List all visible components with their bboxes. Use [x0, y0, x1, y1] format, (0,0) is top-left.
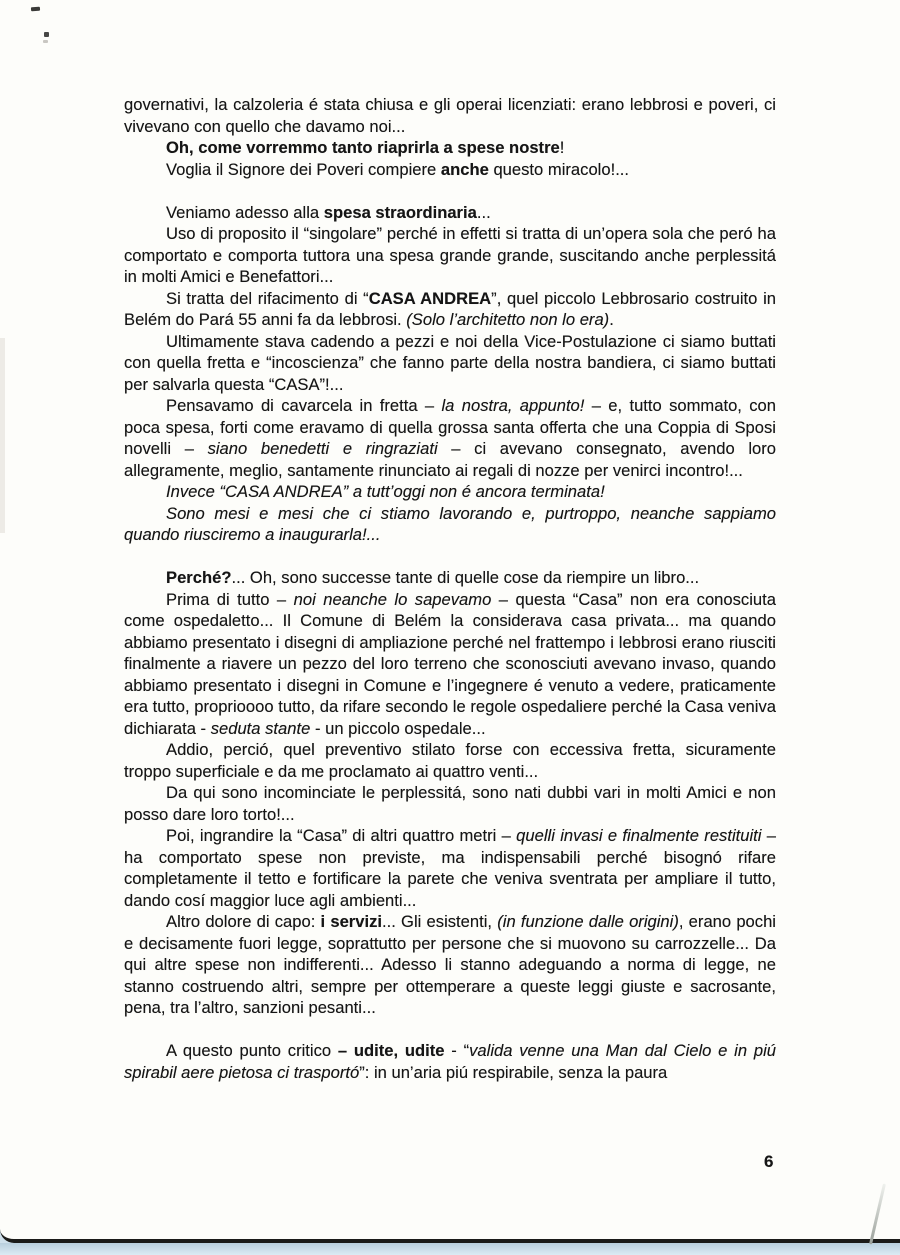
- paragraph: [124, 223, 776, 288]
- text-run: - un piccolo ospedale...: [310, 718, 486, 738]
- paragraph: [124, 911, 776, 1019]
- text-run: (Solo l’architetto non lo era): [406, 310, 610, 329]
- text-run: ... Gli esistenti,: [382, 912, 498, 931]
- text-run: Oh, come vorremmo tanto riaprirla a spese nostre: [166, 138, 560, 157]
- paragraph: [124, 94, 776, 137]
- text-run: Da qui sono incominciate le perplessitá, sono nati dubbi vari in molti Amici e non posso dare loro torto!...: [124, 783, 776, 824]
- text-run: Pensavamo di cavarcela in fretta –: [166, 396, 442, 415]
- text-run: Si tratta del rifacimento di “: [166, 288, 369, 308]
- text-run: Voglia il Signore dei Poveri compiere: [166, 159, 441, 179]
- text-run: Invece “CASA ANDREA” a tutt’oggi non é ancora terminata!: [166, 482, 605, 501]
- paragraph: [124, 481, 776, 503]
- paragraph: [124, 782, 776, 825]
- text-run: - “: [444, 1041, 470, 1060]
- text-run: – ci avevano consegnato, avendo loro allegramente, meglio, santamente rinunciato ai regali di nozze per venirci incontro!...: [124, 439, 776, 480]
- paragraph: [124, 288, 776, 331]
- text-run: ”, quel piccolo Lebbrosario costruito in Belém do Pará 55 anni fa da lebbrosi.: [124, 288, 776, 329]
- page-text: [124, 94, 776, 1083]
- text-run: Sono mesi e mesi che ci stiamo lavorando e, purtroppo, neanche sappiamo quando riusciremo a inaugurarla!...: [124, 503, 776, 544]
- text-run: governativi, la calzoleria é stata chiusa e gli operai licenziati: erano lebbrosi e poveri, ci vivevano con quello che davamo noi...: [124, 95, 776, 136]
- text-run: ...: [476, 202, 491, 222]
- paragraph: [124, 567, 776, 589]
- paragraph: [124, 159, 776, 181]
- text-run: Addio, perció, quel preventivo stilato forse con eccessiva fretta, sicuramente troppo superficiale e da me proclamato ai quattro venti...: [124, 740, 776, 781]
- text-run: ... Oh, sono successe tante di quelle cose da riempire un libro...: [231, 568, 700, 587]
- text-run: spesa straordinaria: [323, 202, 477, 222]
- text-run: ”: in un’aria piú respirabile, senza la paura: [359, 1062, 668, 1082]
- paragraph: [124, 589, 776, 740]
- text-run: Prima di tutto –: [166, 589, 294, 609]
- scanner-bed: [0, 1243, 900, 1255]
- text-run: (in funzione dalle origini): [497, 912, 679, 931]
- text-run: CASA ANDREA: [368, 288, 492, 308]
- text-run: A questo punto critico: [166, 1041, 338, 1060]
- text-run: i servizi: [320, 912, 383, 931]
- text-run: siano benedetti e ringraziati: [207, 439, 438, 458]
- text-run: !: [559, 138, 565, 157]
- paragraph: [124, 137, 776, 159]
- text-run: Perché?: [166, 568, 232, 587]
- text-run: , erano pochi e decisamente fuori legge, soprattutto per persone che si muovono su carrozzelle... Da qui altre spese non indifferenti... Adesso li stanno adeguando a norma di legge, ne stanno costruendo altri, sempre per ottemperare a queste leggi giuste e sacrosante, pena, tra l’altro, sanzioni pesanti...: [124, 912, 776, 1017]
- page-number: 6: [764, 1152, 774, 1171]
- scan-speck: [44, 32, 49, 37]
- text-run: valida venne una Man dal Cielo e in piú spirabil aere pietosa ci trasportó: [124, 1041, 776, 1082]
- scan-speck: [31, 7, 40, 12]
- paragraph: [124, 1040, 776, 1083]
- paragraph: [124, 825, 776, 911]
- text-run: Poi, ingrandire la “Casa” di altri quattro metri –: [166, 826, 517, 845]
- text-run: – ha comportato spese non previste, ma indispensabili perché bisognó rifare completamente il tetto e fortificare la parete che veniva sventrata per ampliare il tutto, dando cosí maggior luce agli ambienti...: [124, 826, 776, 910]
- text-run: .: [609, 310, 614, 329]
- paragraph: [124, 202, 776, 224]
- text-run: anche: [440, 159, 489, 179]
- scan-speck: [43, 40, 48, 43]
- text-run: Veniamo adesso alla: [166, 202, 324, 222]
- text-run: Altro dolore di capo:: [166, 912, 321, 931]
- paragraph: [124, 739, 776, 782]
- text-run: noi neanche lo sapevamo: [293, 589, 492, 609]
- paragraph: [124, 395, 776, 481]
- text-run: Uso di proposito il “singolare” perché in effetti si tratta di un’opera sola che peró ha comportato e comporta tuttora una spesa grande grande, suscitando anche perplessitá in molti Amici e Benefattori...: [124, 224, 776, 286]
- text-run: – e, tutto sommato, con poca spesa, forti come eravamo di quella grossa santa offerta che una Coppia di Sposi novelli –: [124, 396, 777, 458]
- paragraph: [124, 331, 776, 396]
- text-run: la nostra, appunto!: [441, 396, 585, 415]
- text-run: – questa “Casa” non era conosciuta come ospedaletto... Il Comune di Belém la considerava casa privata... ma quando abbiamo presentato i disegni di ampliazione perché nel frattempo i lebbrosi erano riusciti finalmente a riavere un pezzo del loro terreno che sconosciuti avevano invaso, quando abbiamo presentato i disegni in Comune e l’ingegnere é venuto a vedere, praticamente era tutto, proprioooo tutto, da rifare secondo le regole ospedaliere perché la Casa veniva dichiarata -: [124, 589, 776, 738]
- text-run: questo miracolo!...: [488, 159, 630, 179]
- text-run: Ultimamente stava cadendo a pezzi e noi della Vice-Postulazione ci siamo buttati con quella fretta e “incoscienza” che fanno parte della nostra bandiera, ci siamo buttati per salvarla questa “CASA”!...: [124, 331, 776, 394]
- paragraph: [124, 503, 776, 546]
- text-run: quelli invasi e finalmente restituiti: [516, 826, 762, 845]
- left-edge-shading: [0, 338, 5, 533]
- text-run: seduta stante: [210, 718, 311, 738]
- text-run: – udite, udite: [337, 1041, 445, 1060]
